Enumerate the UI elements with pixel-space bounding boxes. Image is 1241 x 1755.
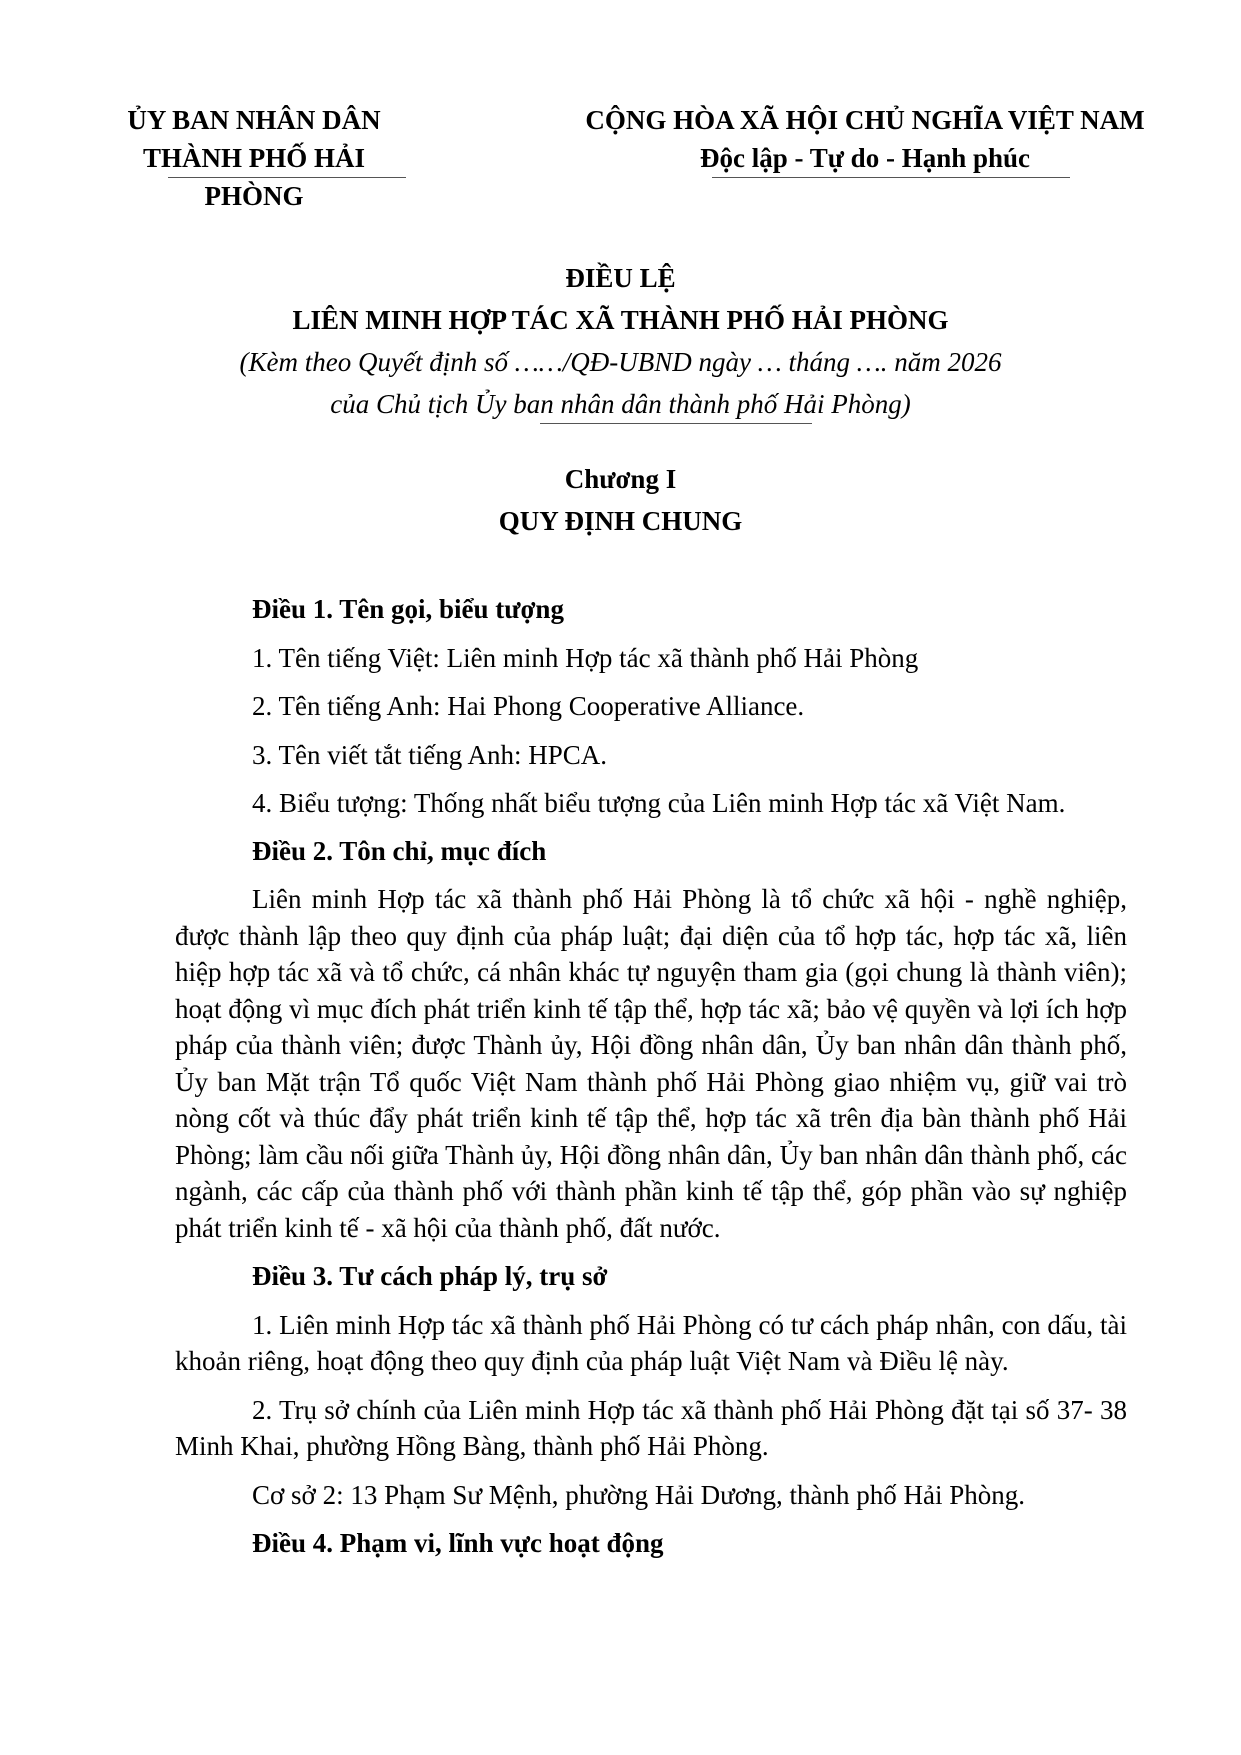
document-title — [0, 257, 1241, 341]
article-1-item-1: 1. Tên tiếng Việt: Liên minh Hợp tác xã thành phố Hải Phòng — [252, 642, 919, 673]
subtitle-line-1: (Kèm theo Quyết định số ……/QĐ-UBND ngày … tháng …. năm 2026 — [239, 347, 1002, 377]
article-1-heading: Điều 1. Tên gọi, biểu tượng — [252, 594, 564, 624]
agency-line-1: ỦY BAN NHÂN DÂN — [127, 105, 381, 135]
title-line-1: ĐIỀU LỆ — [565, 263, 676, 293]
country-name: CỘNG HÒA XÃ HỘI CHỦ NGHĨA VIỆT NAM — [585, 105, 1145, 135]
article-4-heading: Điều 4. Phạm vi, lĩnh vực hoạt động — [252, 1528, 664, 1558]
chapter-name: QUY ĐỊNH CHUNG — [498, 506, 743, 536]
subtitle-underline — [540, 423, 812, 424]
article-1-item-4: 4. Biểu tượng: Thống nhất biểu tượng của Liên minh Hợp tác xã Việt Nam. — [252, 788, 1066, 818]
article-2-heading: Điều 2. Tôn chỉ, mục đích — [252, 835, 547, 866]
document-body — [175, 591, 1127, 1562]
article-1-item-3: 3. Tên viết tắt tiếng Anh: HPCA. — [252, 739, 607, 770]
subtitle-line-2: của Chủ tịch Ủy ban nhân dân thành phố Hải Phòng) — [330, 389, 911, 419]
agency-underline — [168, 177, 406, 178]
document-subtitle — [0, 341, 1241, 425]
article-1-item-2: 2. Tên tiếng Anh: Hai Phong Cooperative Alliance. — [252, 691, 805, 721]
motto-underline — [712, 177, 1070, 178]
motto: Độc lập - Tự do - Hạnh phúc — [699, 143, 1031, 173]
chapter-heading — [0, 458, 1241, 542]
national-motto — [560, 101, 1170, 177]
article-3-item-3: Cơ sở 2: 13 Phạm Sư Mệnh, phường Hải Dương, thành phố Hải Phòng. — [252, 1479, 1026, 1510]
title-line-2: LIÊN MINH HỢP TÁC XÃ THÀNH PHỐ HẢI PHÒNG — [292, 305, 949, 335]
article-2-paragraph: Liên minh Hợp tác xã thành phố Hải Phòng là tổ chức xã hội - nghề nghiệp, được thành lập theo quy định của pháp luật; đại diện của tổ hợp tác, hợp tác xã, liên hiệp hợp tác xã và tổ chức, cá nhân khác tự nguyện tham gia (gọi chung là thành viên); hoạt động vì mục đích phát triển kinh tế tập thể, hợp tác xã; bảo vệ quyền và lợi ích hợp pháp của thành viên; được Thành ủy, Hội đồng nhân dân, Ủy ban nhân dân thành phố, Ủy ban Mặt trận Tổ quốc Việt Nam thành phố Hải Phòng giao nhiệm vụ, giữ vai trò nòng cốt và thúc đẩy phát triển kinh tế tập thể, hợp tác xã trên địa bàn thành phố Hải Phòng; làm cầu nối giữa Thành ủy, Hội đồng nhân dân, Ủy ban nhân dân thành phố, các ngành, các cấp của thành phố với thành phần kinh tế tập thể, góp phần vào sự nghiệp phát triển kinh tế - xã hội của thành phố, đất nước. — [175, 884, 1127, 1243]
agency-line-2: THÀNH PHỐ HẢI PHÒNG — [142, 143, 365, 211]
issuing-agency — [96, 101, 412, 215]
article-3-heading: Điều 3. Tư cách pháp lý, trụ sở — [252, 1261, 608, 1291]
chapter-number: Chương I — [564, 464, 677, 494]
article-3-item-2: 2. Trụ sở chính của Liên minh Hợp tác xã thành phố Hải Phòng đặt tại số 37- 38 Minh Khai, phường Hồng Bàng, thành phố Hải Phòng. — [175, 1394, 1127, 1461]
article-3-item-1: 1. Liên minh Hợp tác xã thành phố Hải Phòng có tư cách pháp nhân, con dấu, tài khoản riêng, hoạt động theo quy định của pháp luật Việt Nam và Điều lệ này. — [175, 1309, 1127, 1376]
